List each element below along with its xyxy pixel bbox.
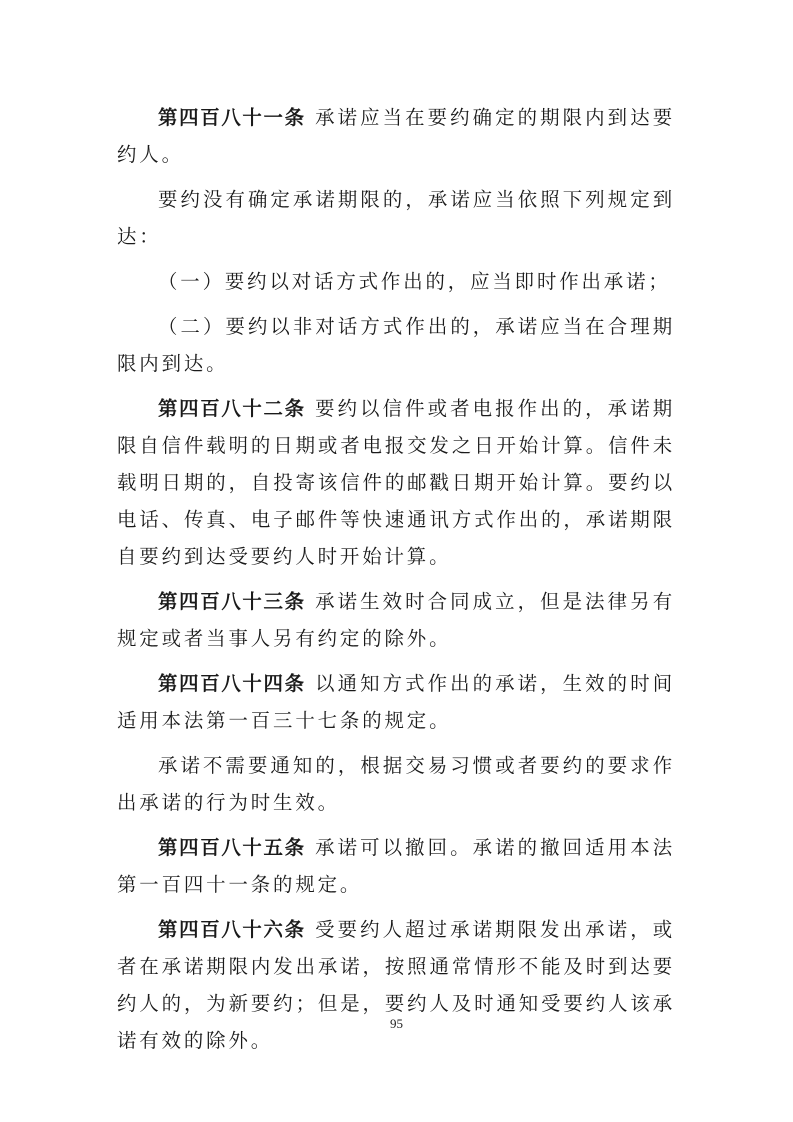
paragraph-text: （二）要约以非对话方式作出的，承诺应当在合理期限内到达。 <box>117 315 675 375</box>
page-number: 95 <box>390 1016 403 1031</box>
paragraph-text: 要约没有确定承诺期限的，承诺应当依照下列规定到达： <box>117 188 675 248</box>
paragraph-text: 承诺可以撤回。承诺的撤回适用本法第一百四十一条的规定。 <box>117 836 675 896</box>
paragraph-text: 受要约人超过承诺期限发出承诺，或者在承诺期限内发出承诺，按照通常情形不能及时到达要约人的，为新要约；但是，要约人及时通知受要约人该承诺有效的除外。 <box>117 918 675 1052</box>
paragraph-text: 承诺不需要通知的，根据交易习惯或者要约的要求作出承诺的行为时生效。 <box>117 754 675 814</box>
paragraph-article-484 <box>117 665 675 739</box>
paragraph-article-481-item-1 <box>117 263 675 300</box>
paragraph-text: 承诺应当在要约确定的期限内到达要约人。 <box>117 106 675 166</box>
article-heading: 第四百八十四条 <box>158 672 306 695</box>
article-heading: 第四百八十五条 <box>158 836 306 859</box>
article-heading: 第四百八十三条 <box>158 590 306 613</box>
paragraph-article-484-clause <box>117 747 675 821</box>
paragraph-text: （一）要约以对话方式作出的，应当即时作出承诺； <box>158 270 671 293</box>
document-page <box>117 99 675 1067</box>
paragraph-article-481-item-2 <box>117 308 675 382</box>
article-heading: 第四百八十一条 <box>158 106 306 129</box>
paragraph-article-486 <box>117 911 675 1059</box>
paragraph-article-483 <box>117 583 675 657</box>
paragraph-article-481 <box>117 99 675 173</box>
paragraph-text: 承诺生效时合同成立，但是法律另有规定或者当事人另有约定的除外。 <box>117 590 675 650</box>
paragraph-article-485 <box>117 829 675 903</box>
article-heading: 第四百八十六条 <box>158 918 306 941</box>
paragraph-article-481-clause <box>117 181 675 255</box>
article-heading: 第四百八十二条 <box>158 397 306 420</box>
paragraph-text: 以通知方式作出的承诺，生效的时间适用本法第一百三十七条的规定。 <box>117 672 675 732</box>
paragraph-article-482 <box>117 390 675 575</box>
paragraph-text: 要约以信件或者电报作出的，承诺期限自信件载明的日期或者电报交发之日开始计算。信件未载明日期的，自投寄该信件的邮戳日期开始计算。要约以电话、传真、电子邮件等快速通讯方式作出的，承诺期限自要约到达受要约人时开始计算。 <box>117 397 675 568</box>
